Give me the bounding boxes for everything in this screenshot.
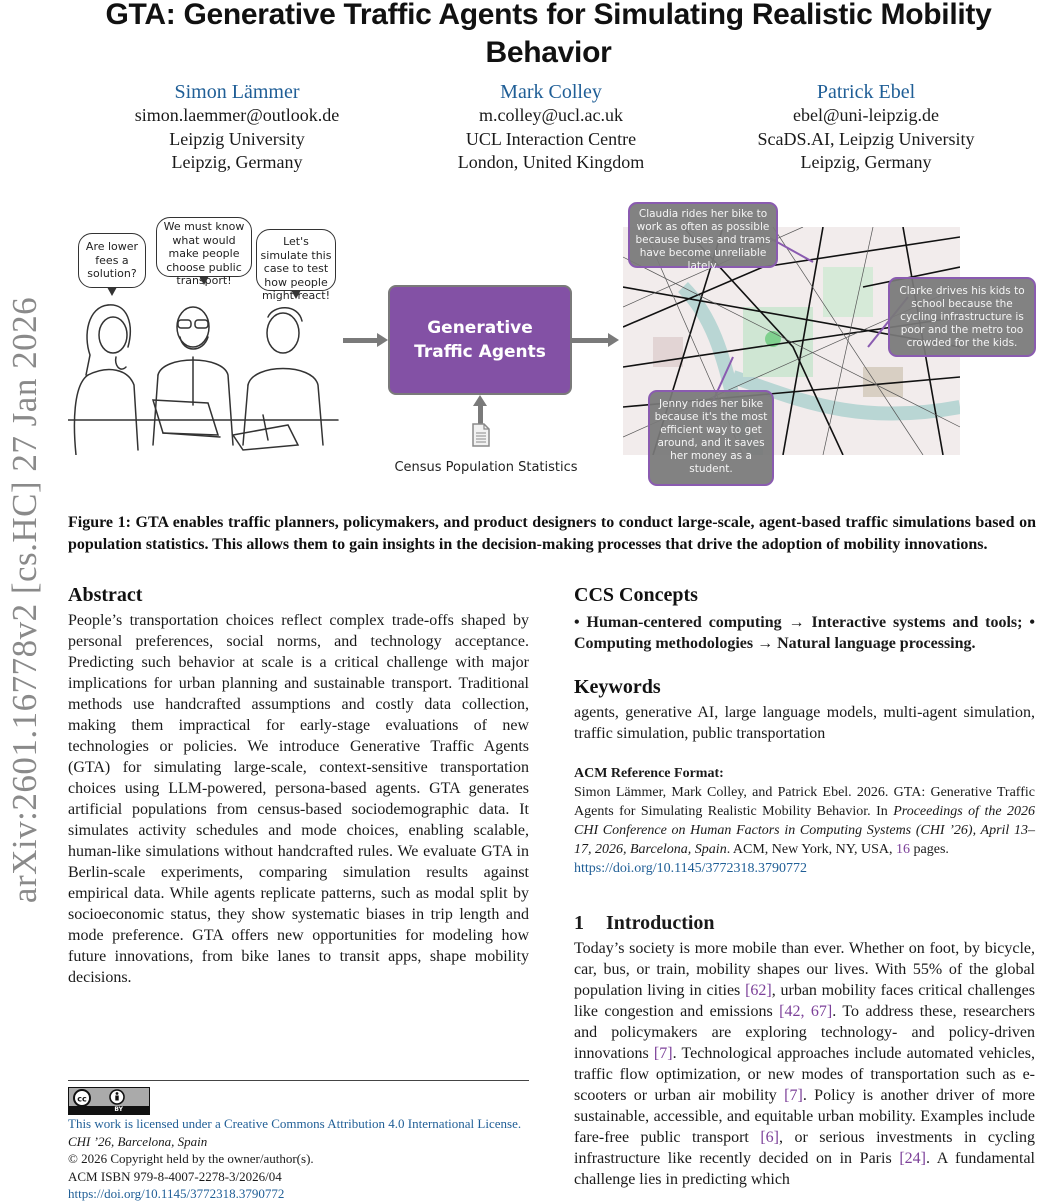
- acm-reference-label: ACM Reference Format:: [574, 766, 724, 781]
- author-location: Leipzig, Germany: [800, 152, 932, 172]
- arrow-into-box: [343, 338, 379, 343]
- arxiv-id: arXiv:2601.16778v2 [cs.HC] 27 Jan 2026: [5, 296, 44, 904]
- intro-heading: [574, 908, 1035, 938]
- section-title: Introduction: [606, 912, 715, 934]
- isbn: ACM ISBN 979-8-4007-2278-3/2026/04: [68, 1168, 282, 1184]
- callout-clarke: Clarke drives his kids to school because the cycling infrastructure is poor and the metro too crowded for the kids.: [888, 277, 1036, 357]
- speech-bubble-3: Let's simulate this case to test how people might react!: [256, 229, 336, 291]
- left-column: [68, 580, 529, 988]
- author-affiliation: UCL Interaction Centre: [465, 128, 637, 149]
- arrow-head-icon: [608, 333, 619, 347]
- arrow-from-census: [478, 405, 483, 425]
- ref-venue: Proceedings of the 2026 CHI Conference on Human Factors in Computing Systems (CHI ’26), April 13–17, 2026, Barcelona, Spain: [574, 804, 1036, 857]
- abstract-heading: Abstract: [68, 584, 143, 606]
- cc-by-badge[interactable]: [68, 1087, 150, 1115]
- ccs-heading: CCS Concepts: [574, 584, 698, 606]
- citation-link[interactable]: [62]: [745, 982, 772, 999]
- creative-commons-icon: [69, 1088, 149, 1108]
- author-name[interactable]: Simon Lämmer: [174, 81, 300, 103]
- keywords-text: agents, generative AI, large language models, multi-agent simulation, traffic simulation, public transportation: [574, 704, 1035, 742]
- paper-title: GTA: Generative Traffic Agents for Simulating Realistic Mobility Behavior: [105, 0, 992, 69]
- doi-link[interactable]: https://doi.org/10.1145/3772318.3790772: [68, 1186, 285, 1201]
- ref-text: Simon Lämmer, Mark Colley, and Patrick Ebel. 2026. GTA: Generative Traffic Agents for Simulating Realistic Mobility Behavior. In: [574, 785, 1035, 819]
- license-footer: [68, 1080, 529, 1203]
- intro-text: Today’s society is more mobile than ever. Whether on foot, by bicycle, car, bus, or train, mobility shapes our lives. With 55% of the global population living in cities [62], urban mobility faces critical challenges like congestion and emissions [42, 67]. To address these, researchers and policymakers are exploring technology- and policy-driven innovations [7]. Technological approaches include automated vehicles, traffic flow optimization, or new modes of transportation such as e-scooters or urban air mobility [7]. Policy is another driver of more sustainable, accessible, and equitable urban mobility. Examples include fare-free public transport [6], or serious investments in cycling infrastructure like recently decided on in Paris [24]. A fundamental challenge lies in predicting which: [574, 940, 1036, 1188]
- license-link[interactable]: This work is licensed under a Creative Commons Attribution 4.0 International License.: [68, 1116, 522, 1131]
- arxiv-stamp: [0, 250, 50, 950]
- right-column: [574, 580, 1035, 1190]
- arrow-icon: →: [788, 614, 805, 631]
- keywords-heading: Keywords: [574, 676, 661, 698]
- author-email: ebel@uni-leipzig.de: [792, 105, 940, 125]
- speech-bubble-1: Are lower fees a solution?: [78, 233, 146, 288]
- ccs-concepts: • Human-centered computing → Interactive systems and tools; • Computing methodologies → Natural language processing.: [574, 614, 1036, 652]
- svg-text:cc: cc: [77, 1094, 87, 1104]
- gta-box: Generative Traffic Agents: [388, 285, 572, 395]
- ccs-item: • Computing methodologies: [574, 614, 1036, 652]
- arrow-head-icon: [473, 395, 487, 406]
- author-name[interactable]: Mark Colley: [500, 81, 602, 103]
- ccs-item: Natural language processing: [777, 635, 972, 652]
- callout-claudia: Claudia rides her bike to work as often as possible because buses and trams have become unreliable lately.: [628, 202, 778, 268]
- document-icon: [472, 423, 490, 447]
- author-2: [401, 80, 701, 175]
- author-location: London, United Kingdom: [457, 152, 645, 172]
- ref-text: . ACM, New York, NY, USA,: [726, 842, 897, 857]
- author-email: m.colley@ucl.ac.uk: [478, 105, 624, 125]
- citation-link[interactable]: [6]: [760, 1129, 779, 1146]
- author-email: simon.laemmer@outlook.de: [134, 105, 340, 125]
- venue: CHI ’26, Barcelona, Spain: [68, 1133, 208, 1149]
- speech-bubble-2: We must know what would make people choose public transport!: [156, 217, 252, 277]
- author-affiliation: ScaDS.AI, Leipzig University: [757, 128, 975, 149]
- footer-divider: [68, 1080, 529, 1081]
- ccs-item: • Human-centered computing: [574, 614, 782, 631]
- arrow-icon: →: [757, 635, 774, 652]
- arrow-to-map: [572, 338, 610, 343]
- people-illustration-icon: [68, 295, 348, 455]
- abstract-text: People’s transportation choices reflect complex trade-offs shaped by personal preferences, social norms, and technology acceptance. Predicting such behavior at scale is a critical challenge with major implications for urban planning and sustainable transport. Traditional methods use handcrafted assumptions and costly data collection, making them impractical for early-stage evaluations of new technologies or policies. We introduce Generative Traffic Agents (GTA) for simulating large-scale, context-sensitive transportation choices using LLM-powered, persona-based agents. GTA generates artificial populations from census-based sociodemographic data. It simulates activity schedules and mode choices, enabling scalable, human-like simulations without handcrafted rules. We evaluate GTA in Berlin-scale experiments, comparing simulation results against empirical data. While agents replicate patterns, such as modal split by socioeconomic status, they show systematic biases in trip length and mode preference. GTA offers new opportunities for modeling how future innovations, from bike lanes to transit apps, shape mobility decisions.: [68, 612, 529, 986]
- citation-link[interactable]: [42, 67]: [779, 1003, 833, 1020]
- ref-text: pages.: [910, 842, 949, 857]
- citation-link[interactable]: [7]: [784, 1087, 803, 1104]
- author-location: Leipzig, Germany: [171, 152, 303, 172]
- ref-doi-link[interactable]: https://doi.org/10.1145/3772318.3790772: [574, 861, 807, 876]
- arrow-head-icon: [377, 333, 388, 347]
- citation-link[interactable]: [7]: [653, 1045, 673, 1062]
- ccs-item: Interactive systems and tools: [811, 614, 1018, 631]
- census-label: Census Population Statistics: [394, 460, 578, 475]
- cc-by-label: BY: [69, 1106, 149, 1114]
- author-affiliation: Leipzig University: [169, 128, 305, 149]
- callout-jenny: Jenny rides her bike because it's the most efficient way to get around, and it saves her money as a student.: [648, 390, 774, 486]
- section-number: 1: [574, 912, 584, 934]
- figure-caption: Figure 1: GTA enables traffic planners, policymakers, and product designers to conduct large-scale, agent-based traffic simulations based on population statistics. This allows them to gain insights in the decision-making processes that drive the adoption of mobility innovations.: [68, 514, 1036, 553]
- author-1: [87, 80, 387, 175]
- acm-reference: [574, 783, 1035, 878]
- pages-link[interactable]: 16: [896, 842, 911, 857]
- copyright: © 2026 Copyright held by the owner/author(s).: [68, 1151, 314, 1166]
- author-3: [716, 80, 1016, 175]
- author-name[interactable]: Patrick Ebel: [816, 81, 916, 103]
- citation-link[interactable]: [24]: [899, 1150, 926, 1167]
- teaser-figure: [68, 195, 1025, 495]
